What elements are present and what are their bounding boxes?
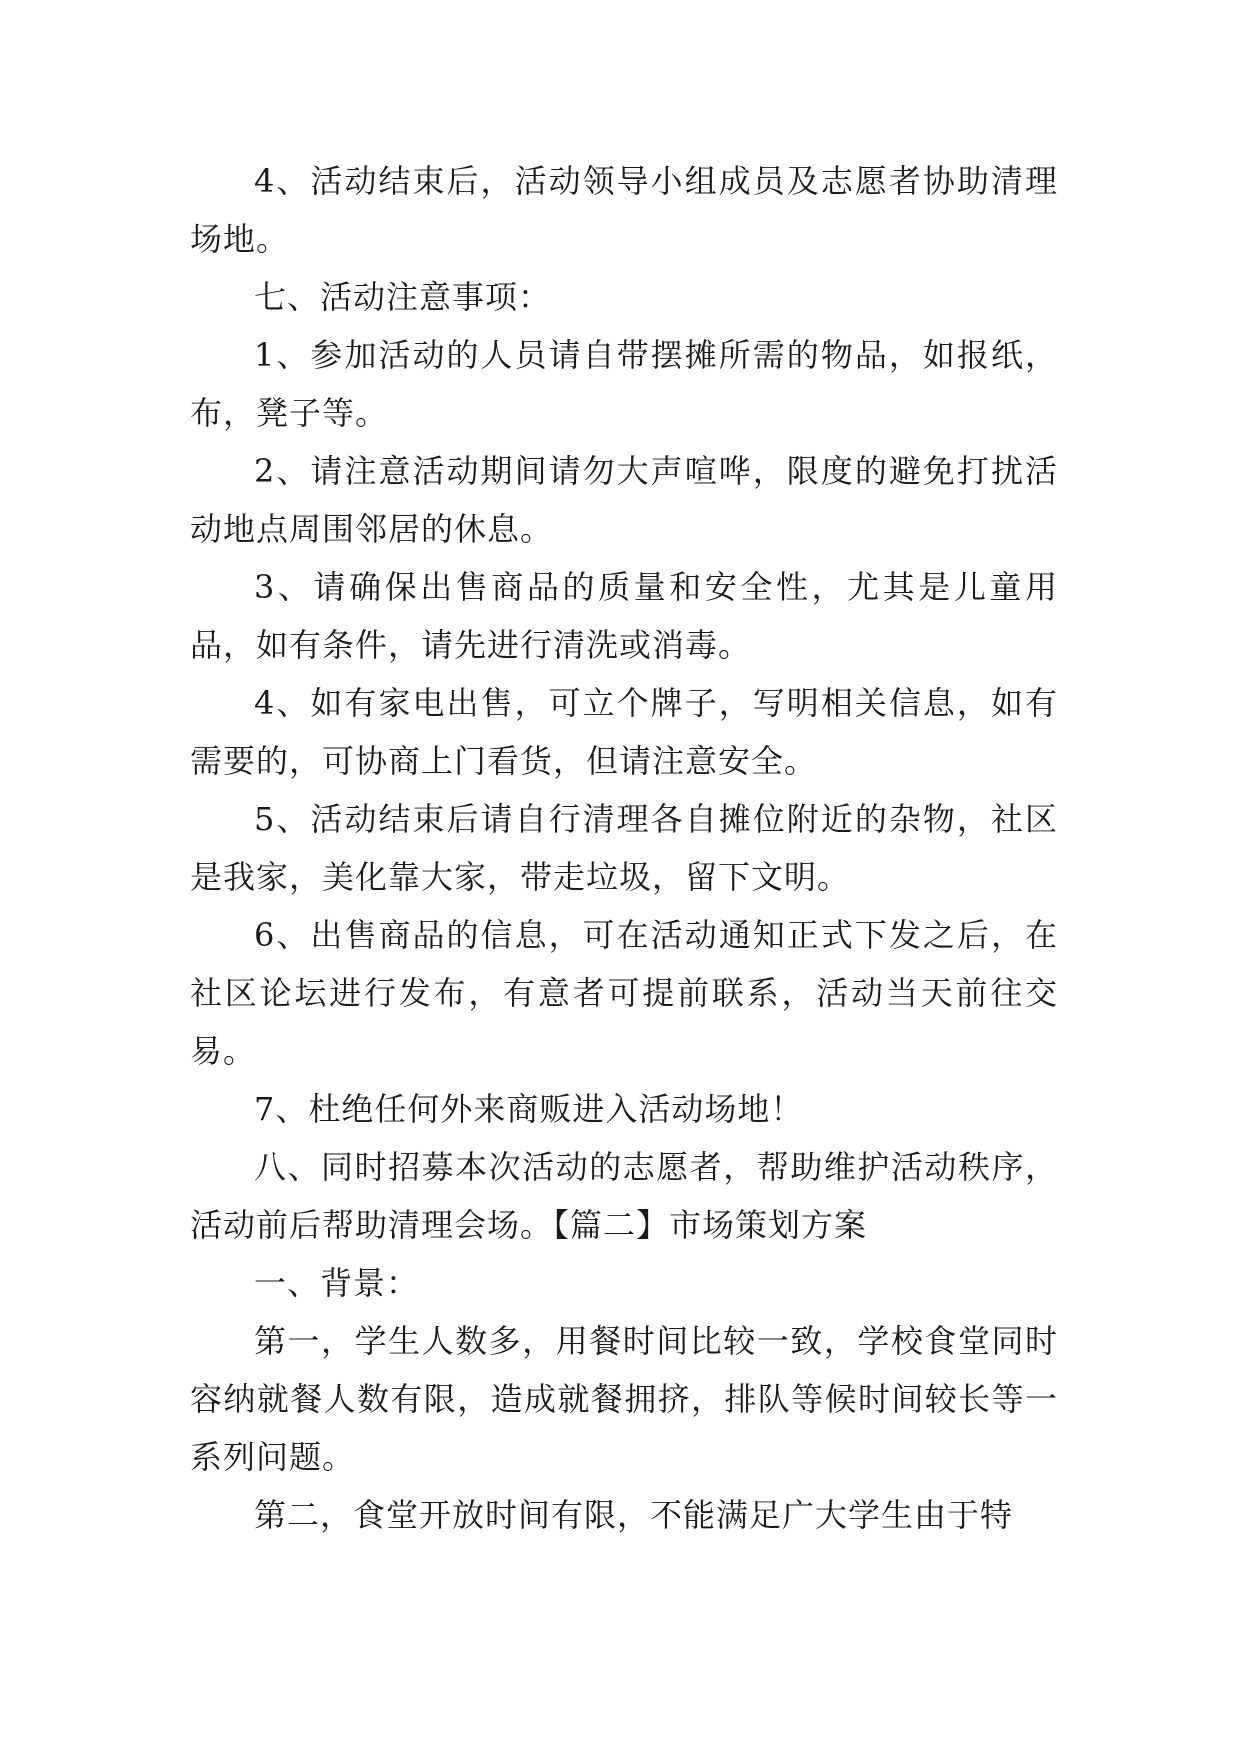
paragraph-background-2: 第二，食堂开放时间有限，不能满足广大学生由于特 (254, 1496, 1014, 1534)
paragraph-background-1: 第一，学生人数多，用餐时间比较一致，学校食堂同时容纳就餐人数有限，造成就餐拥挤，排队等候时间较长等一系列问题。 (190, 1322, 1058, 1476)
heading-background: 一、背景： (254, 1264, 420, 1302)
paragraph-note-7: 7、杜绝任何外来商贩进入活动场地！ (254, 1090, 804, 1128)
paragraph-note-1: 1、参加活动的人员请自带摆摊所需的物品，如报纸，布，凳子等。 (190, 336, 1058, 432)
document-page (190, 152, 1058, 1544)
paragraph-volunteers: 八、同时招募本次活动的志愿者，帮助维护活动秩序，活动前后帮助清理会场。【篇二】市场策划方案 (190, 1148, 1058, 1244)
paragraph-note-3: 3、请确保出售商品的质量和安全性，尤其是儿童用品，如有条件，请先进行清洗或消毒。 (190, 568, 1058, 664)
paragraph-note-2: 2、请注意活动期间请勿大声喧哗，限度的避免打扰活动地点周围邻居的休息。 (190, 452, 1058, 548)
heading-notes: 七、活动注意事项： (254, 278, 552, 316)
paragraph-cleanup: 4、活动结束后，活动领导小组成员及志愿者协助清理场地。 (190, 162, 1058, 258)
paragraph-note-4: 4、如有家电出售，可立个牌子，写明相关信息，如有需要的，可协商上门看货，但请注意安全。 (190, 684, 1058, 780)
paragraph-note-5: 5、活动结束后请自行清理各自摊位附近的杂物，社区是我家，美化靠大家，带走垃圾，留下文明。 (190, 800, 1058, 896)
paragraph-note-6: 6、出售商品的信息，可在活动通知正式下发之后，在社区论坛进行发布，有意者可提前联系，活动当天前往交易。 (190, 916, 1058, 1070)
